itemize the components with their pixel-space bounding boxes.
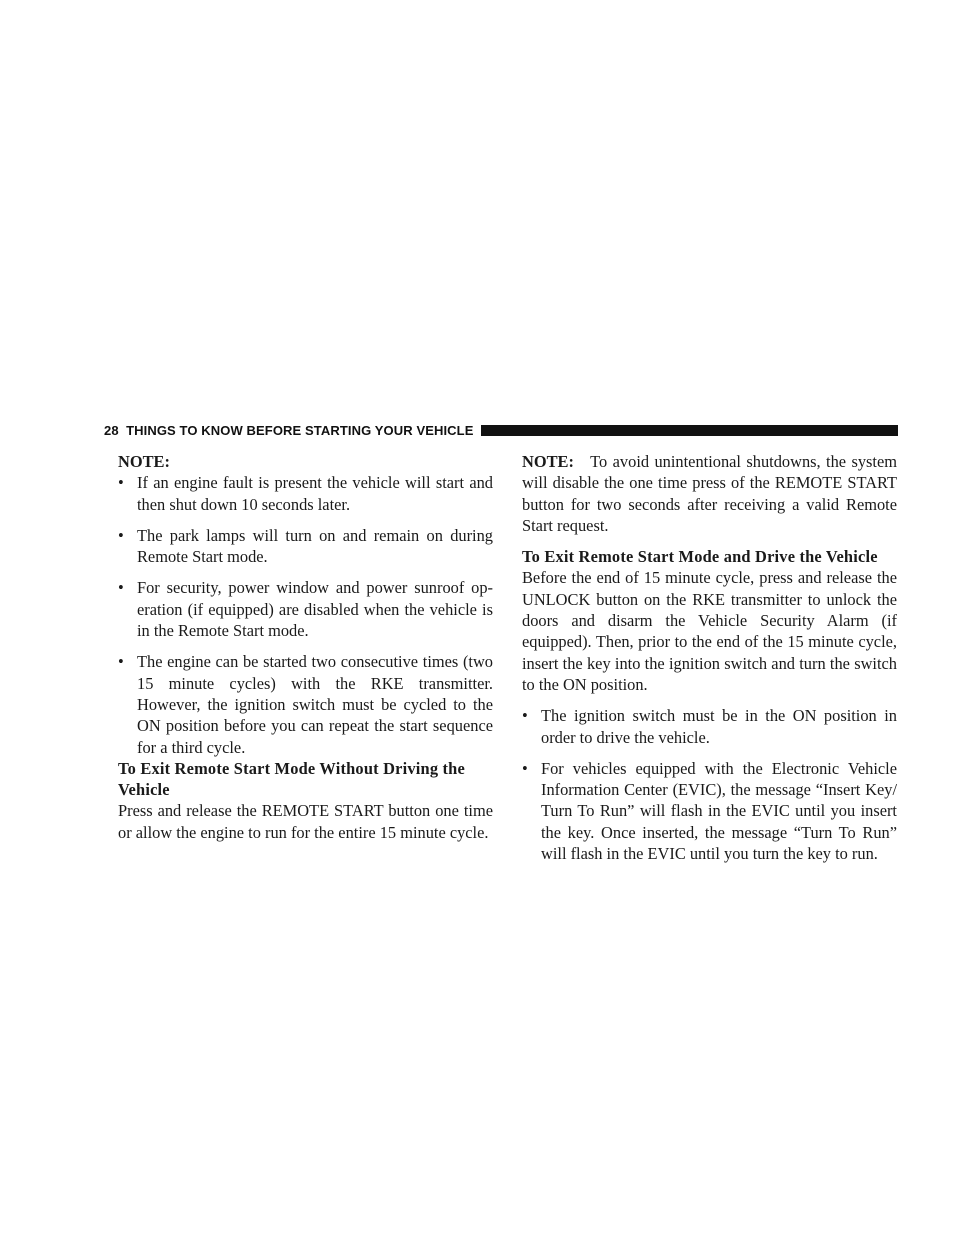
bullet-item — [522, 705, 897, 748]
bullet-text: For security, power window and power sunroof op-eration (if equipped) are disabled when the vehicle is in the Remote Start mode. — [137, 578, 493, 641]
bullet-icon: • — [522, 706, 528, 726]
section-title: THINGS TO KNOW BEFORE STARTING YOUR VEHICLE — [126, 422, 474, 438]
note-paragraph — [522, 451, 897, 536]
bullet-item — [118, 472, 493, 515]
bullet-text: The engine can be started two consecutive times (two 15 minute cycles) with the RKE transmitter. However, the ignition switch must be cycled to the ON position before you can repeat the start sequence for a third cycle. — [137, 652, 493, 757]
right-column — [522, 451, 897, 864]
bullet-item — [118, 577, 493, 641]
bullet-text: The park lamps will turn on and remain on during Remote Start mode. — [137, 525, 493, 567]
note-label: NOTE: — [118, 452, 170, 471]
section-heading: To Exit Remote Start Mode and Drive the Vehicle — [522, 547, 878, 567]
page-header-text — [104, 423, 473, 438]
bullet-icon: • — [118, 525, 124, 545]
bullet-text: The ignition switch must be in the ON position in order to drive the vehicle. — [541, 706, 897, 747]
bullet-item — [118, 525, 493, 568]
bullet-icon: • — [118, 473, 124, 493]
body-paragraph: Before the end of 15 minute cycle, press and release the UNLOCK button on the RKE transmitter to unlock the doors and disarm the Vehicle Security Alarm (if equipped). Then, prior to the end of the 15 minute cycle, insert the key into the ignition switch and turn the switch to the ON position. — [522, 568, 897, 694]
bullet-icon: • — [118, 578, 124, 598]
bullet-icon: • — [522, 758, 528, 778]
bullet-text: If an engine fault is present the vehicle will start and then shut down 10 seconds later. — [137, 473, 493, 514]
page-header — [104, 419, 898, 441]
bullet-icon: • — [118, 652, 124, 672]
section-heading: To Exit Remote Start Mode Without Driving the Vehicle — [118, 758, 465, 800]
bullet-item — [522, 758, 897, 864]
bullet-text: For vehicles equipped with the Electronic Vehicle Information Center (EVIC), the message “Insert Key/ Turn To Run” will flash in the EVIC until you insert the key. Once inserted, the message “Turn To Run” will flash in the EVIC until you turn the key to run. — [541, 758, 897, 864]
note-text: To avoid unintentional shutdowns, the system will disable the one time press of the REMOTE START button for two seconds after receiving a valid Remote Start request. — [522, 452, 897, 535]
header-rule — [481, 425, 898, 436]
body-paragraph: Press and release the REMOTE START button one time or allow the engine to run for the entire 15 minute cycle. — [118, 801, 493, 842]
bullet-item — [118, 651, 493, 757]
note-label: NOTE: — [522, 452, 574, 471]
page-number: 28 — [104, 422, 119, 438]
left-column — [118, 451, 493, 843]
